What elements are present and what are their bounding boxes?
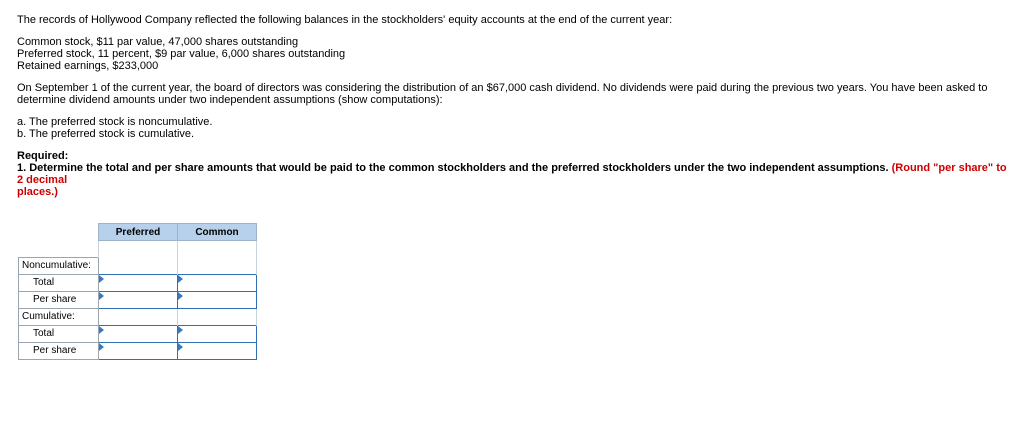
table-row xyxy=(19,342,257,359)
problem-content xyxy=(17,14,1007,198)
balance-retained-earnings: Retained earnings, $233,000 xyxy=(17,60,159,72)
row-label-cumulative-total: Total xyxy=(19,325,99,342)
row-label-noncumulative-total: Total xyxy=(19,274,99,291)
dividend-table xyxy=(18,223,257,360)
table-spacer-row xyxy=(19,241,257,258)
input-cumulative-total-preferred[interactable] xyxy=(99,325,178,342)
table-row xyxy=(19,291,257,308)
table-row xyxy=(19,325,257,342)
rounding-note-cont: places.) xyxy=(17,186,58,198)
scenario-line-1: On September 1 of the current year, the board of directors was considering the distribution of an $67,000 cash dividend. No dividends were paid during the previous two years. You have been asked to xyxy=(17,82,988,94)
intro-text: The records of Hollywood Company reflected the following balances in the stockholders' equity accounts at the end of the current year: xyxy=(17,14,673,26)
rounding-note: (Round "per share" to 2 decimal xyxy=(17,162,1007,186)
scenario-line-2: determine dividend amounts under two independent assumptions (show computations): xyxy=(17,94,443,106)
assumption-a: a. The preferred stock is noncumulative. xyxy=(17,116,213,128)
required-heading: Required: xyxy=(17,150,69,162)
row-label-noncumulative: Noncumulative: xyxy=(19,257,99,274)
row-label-cumulative: Cumulative: xyxy=(19,308,99,325)
header-preferred: Preferred xyxy=(99,224,178,241)
input-cumulative-per-share-common[interactable] xyxy=(178,342,257,359)
row-label-cumulative-per-share: Per share xyxy=(19,342,99,359)
table-row xyxy=(19,308,257,325)
required-item-text: 1. Determine the total and per share amounts that would be paid to the common stockholders and the preferred stockholders under the two independent assumptions. xyxy=(17,162,889,174)
assumptions-list xyxy=(17,116,1007,140)
required-section xyxy=(17,150,1007,198)
required-item xyxy=(17,162,1007,186)
row-label-noncumulative-per-share: Per share xyxy=(19,291,99,308)
table-header-row xyxy=(19,224,257,241)
input-noncumulative-total-preferred[interactable] xyxy=(99,274,178,291)
balances-list xyxy=(17,36,1007,72)
input-cumulative-total-common[interactable] xyxy=(178,325,257,342)
input-noncumulative-per-share-preferred[interactable] xyxy=(99,291,178,308)
input-noncumulative-per-share-common[interactable] xyxy=(178,291,257,308)
table-row xyxy=(19,257,257,274)
header-common: Common xyxy=(178,224,257,241)
balance-common-stock: Common stock, $11 par value, 47,000 shares outstanding xyxy=(17,36,299,48)
assumption-b: b. The preferred stock is cumulative. xyxy=(17,128,195,140)
input-noncumulative-total-common[interactable] xyxy=(178,274,257,291)
input-cumulative-per-share-preferred[interactable] xyxy=(99,342,178,359)
header-blank xyxy=(19,224,99,241)
table-row xyxy=(19,274,257,291)
balance-preferred-stock: Preferred stock, 11 percent, $9 par value, 6,000 shares outstanding xyxy=(17,48,346,60)
scenario-text xyxy=(17,82,1007,106)
